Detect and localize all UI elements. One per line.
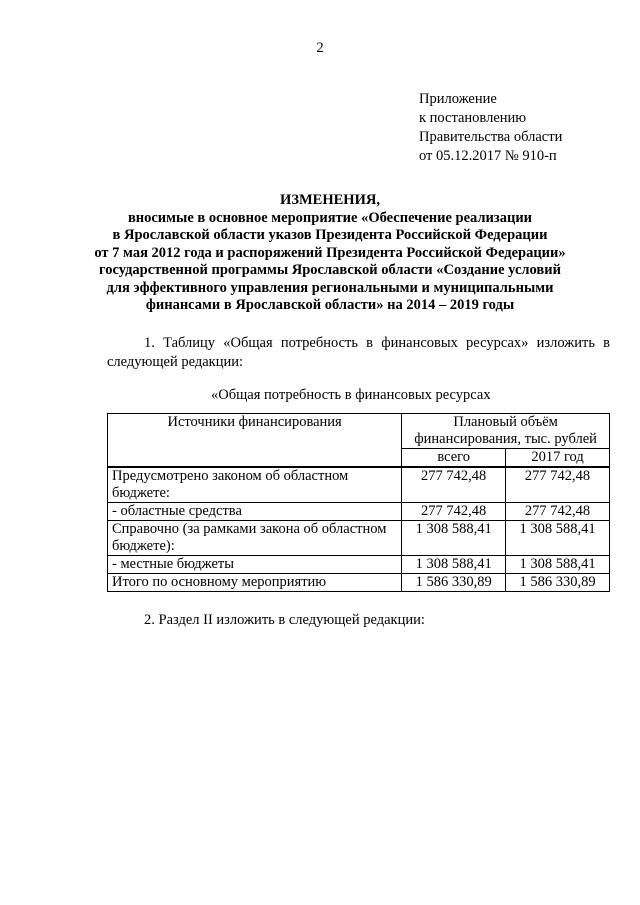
title-line: государственной программы Ярославской области «Создание условий [99,262,561,278]
header-year: 2017 год [506,449,610,468]
title-line: ИЗМЕНЕНИЯ, [280,192,380,208]
document-title [80,192,580,315]
paragraph-1: 1. Таблицу «Общая потребность в финансовых ресурсах» изложить в следующей редакции: [107,335,610,370]
row-total: 277 742,48 [402,503,506,521]
title-line: для эффективного управления региональными и муниципальными [106,279,554,296]
row-total: 1 308 588,41 [402,521,506,556]
appendix-line: от 05.12.2017 № 910-п [419,148,557,164]
appendix-line: к постановлению [419,110,527,126]
row-year: 1 308 588,41 [506,521,610,556]
title-line: от 7 мая 2012 года и распоряжений Президента Российской Федерации» [94,244,566,261]
table-row [108,467,610,503]
title-line: финансами в Ярославской области» на 2014 – 2019 годы [145,297,515,313]
header-source: Источники финансирования [108,414,402,468]
paragraph-2: 2. Раздел II изложить в следующей редакции: [144,612,425,628]
table-row [108,574,610,592]
row-label: Справочно (за рамками закона об областном бюджете): [108,521,402,556]
row-total: 1 586 330,89 [402,574,506,592]
header-total: всего [402,449,506,468]
financing-table [107,413,610,592]
row-label: - областные средства [108,503,402,521]
row-year: 277 742,48 [506,467,610,503]
appendix-line: Правительства области [419,129,563,145]
row-label: Итого по основному мероприятию [108,574,402,592]
table-row [108,521,610,556]
row-total: 1 308 588,41 [402,556,506,574]
row-year: 1 308 588,41 [506,556,610,574]
row-year: 277 742,48 [506,503,610,521]
row-total: 277 742,48 [402,467,506,503]
table-row [108,503,610,521]
row-year: 1 586 330,89 [506,574,610,592]
page-number: 2 [316,40,324,56]
title-line: в Ярославской области указов Президента Российской Федерации [112,227,548,243]
table-header-row [108,414,610,449]
row-label: - местные бюджеты [108,556,402,574]
table-caption: «Общая потребность в финансовых ресурсах [211,387,491,403]
title-line: вносимые в основное мероприятие «Обеспечение реализации [127,209,533,226]
appendix-line: Приложение [419,91,497,107]
appendix-reference [419,90,562,166]
row-label: Предусмотрено законом об областном бюджете: [108,467,402,503]
header-plan: Плановый объём финансирования, тыс. рублей [402,414,610,449]
table-row [108,556,610,574]
